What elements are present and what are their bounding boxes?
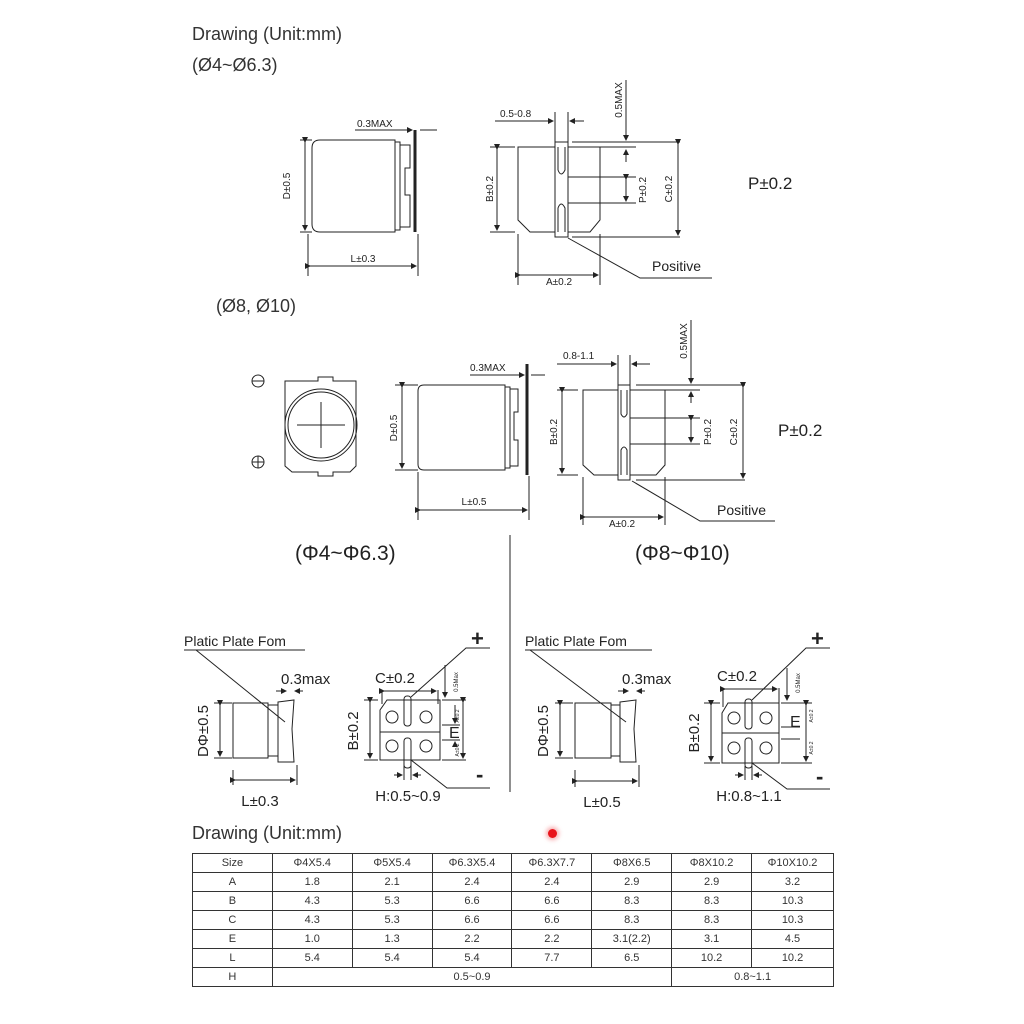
table-cell: 4.3: [272, 892, 352, 911]
plate-left-e: E: [449, 725, 460, 742]
plate-right-minus: -: [816, 764, 824, 789]
table-cell: 8.3: [592, 892, 672, 911]
table-cell: 1.8: [272, 873, 352, 892]
table-row: [193, 911, 834, 930]
small-p-label: P±0.2: [638, 176, 649, 204]
table-cell: 6.6: [432, 911, 512, 930]
plate-left-label: Platic Plate Fom: [184, 633, 286, 649]
h-value-large: 0.8~1.1: [672, 968, 834, 987]
table-row: [193, 949, 834, 968]
row-label: E: [193, 930, 273, 949]
range-label-large: (Ø8, Ø10): [216, 296, 297, 316]
plate-right-e: E: [790, 714, 801, 731]
large-side-l-label: L±0.5: [461, 497, 487, 508]
table-cell: 4.5: [752, 930, 834, 949]
plate-left-c: C±0.2: [375, 670, 415, 687]
table-cell: 5.3: [352, 911, 432, 930]
plate-left-a-bottom: A±0.2: [455, 743, 461, 757]
table-cell: 2.9: [672, 873, 752, 892]
plate-left-bottom: [364, 648, 490, 788]
plate-right-a-bottom: A±0.2: [809, 741, 815, 755]
plate-left-minus: -: [476, 762, 484, 787]
plate-left-h: H:0.5~0.9: [375, 788, 441, 805]
small-b-label: B±0.2: [485, 175, 496, 203]
caption-large: (Φ8~Φ10): [635, 542, 730, 565]
range-label-small: (Ø4~Ø6.3): [192, 55, 278, 75]
table-cell: 4.3: [272, 911, 352, 930]
plate-right-b: B±0.2: [686, 713, 703, 753]
table-cell: 10.2: [752, 949, 834, 968]
row-label: L: [193, 949, 273, 968]
large-side-d-label: D±0.5: [389, 414, 400, 442]
table-cell: 10.2: [672, 949, 752, 968]
small-a-label: A±0.2: [545, 277, 573, 288]
table-cell: 5.4: [432, 949, 512, 968]
large-c-label: C±0.2: [729, 418, 740, 446]
table-row: [193, 930, 834, 949]
table-cell: 2.1: [352, 873, 432, 892]
plate-right-half-max: 0.5Max: [796, 673, 802, 693]
table-cell: 1.3: [352, 930, 432, 949]
page-title: Drawing (Unit:mm): [192, 24, 343, 44]
table-cell: 10.3: [752, 911, 834, 930]
table-title: Drawing (Unit:mm): [192, 823, 343, 843]
small-terminal-width: 0.5-0.8: [500, 109, 532, 120]
table-cell: 6.5: [592, 949, 672, 968]
table-cell: 8.3: [672, 892, 752, 911]
large-terminal-width: 0.8-1.1: [563, 351, 595, 362]
plate-left-a-top: A±0.2: [455, 709, 461, 723]
caption-small: (Φ4~Φ6.3): [295, 542, 396, 565]
plate-left-plus: +: [471, 626, 484, 651]
table-cell: 8.3: [672, 911, 752, 930]
table-header-row: [193, 854, 834, 873]
table-cell: 2.2: [432, 930, 512, 949]
plate-left-d: DΦ±0.5: [195, 705, 212, 757]
table-cell: 5.4: [272, 949, 352, 968]
table-cell: 3.1(2.2): [592, 930, 672, 949]
small-side-max-label: 0.3MAX: [357, 119, 393, 130]
table-cell: 3.1: [672, 930, 752, 949]
plate-left-b: B±0.2: [345, 711, 362, 751]
small-max-label: 0.5MAX: [614, 82, 625, 118]
plate-left-half-max: 0.5Max: [454, 672, 460, 692]
table-cell: 2.4: [432, 873, 512, 892]
small-c-label: C±0.2: [664, 175, 675, 203]
table-row: [193, 892, 834, 911]
header-cell: Size: [193, 854, 273, 873]
table-cell: 6.6: [432, 892, 512, 911]
small-side-l-label: L±0.3: [350, 254, 376, 265]
dimension-table: [192, 853, 834, 987]
plate-left-l: L±0.3: [241, 793, 279, 810]
header-cell: Φ5X5.4: [352, 854, 432, 873]
plate-right-plus: +: [811, 626, 824, 651]
row-label: A: [193, 873, 273, 892]
table-cell: 5.3: [352, 892, 432, 911]
large-a-label: A±0.2: [608, 519, 636, 530]
header-cell: Φ4X5.4: [272, 854, 352, 873]
large-top-view: [252, 375, 357, 476]
row-label: B: [193, 892, 273, 911]
header-cell: Φ8X6.5: [592, 854, 672, 873]
table-cell: 6.6: [512, 892, 592, 911]
large-max-label: 0.5MAX: [679, 323, 690, 359]
table-cell: 2.2: [512, 930, 592, 949]
large-side-max-label: 0.3MAX: [470, 363, 506, 374]
large-b-label: B±0.2: [549, 418, 560, 446]
table-cell: 6.6: [512, 911, 592, 930]
large-p-note: P±0.2: [778, 421, 823, 440]
plate-right-label: Platic Plate Fom: [525, 633, 627, 649]
small-p-note: P±0.2: [748, 174, 793, 193]
plate-right-d: DΦ±0.5: [535, 705, 552, 757]
plate-right-c: C±0.2: [717, 668, 757, 685]
table-cell: 5.4: [352, 949, 432, 968]
small-positive-label: Positive: [652, 258, 702, 274]
table-row-h: [193, 968, 834, 987]
h-value-small: 0.5~0.9: [272, 968, 671, 987]
header-cell: Φ8X10.2: [672, 854, 752, 873]
large-p-label: P±0.2: [703, 418, 714, 446]
red-marker-dot: [548, 829, 557, 838]
header-cell: Φ6.3X7.7: [512, 854, 592, 873]
small-side-d-label: D±0.5: [282, 172, 293, 200]
table-cell: 2.4: [512, 873, 592, 892]
header-cell: Φ10X10.2: [752, 854, 834, 873]
table-row: [193, 873, 834, 892]
table-cell: 10.3: [752, 892, 834, 911]
table-cell: 7.7: [512, 949, 592, 968]
plate-right-a-top: A±0.2: [809, 709, 815, 723]
header-cell: Φ6.3X5.4: [432, 854, 512, 873]
row-label: H: [193, 968, 273, 987]
table-cell: 1.0: [272, 930, 352, 949]
plate-right-h: H:0.8~1.1: [716, 788, 782, 805]
plate-right-l: L±0.5: [583, 794, 621, 811]
plate-right-max: 0.3max: [622, 671, 672, 688]
table-cell: 2.9: [592, 873, 672, 892]
table-cell: 3.2: [752, 873, 834, 892]
table-cell: 8.3: [592, 911, 672, 930]
large-positive-label: Positive: [717, 502, 767, 518]
plate-left-max: 0.3max: [281, 671, 331, 688]
row-label: C: [193, 911, 273, 930]
